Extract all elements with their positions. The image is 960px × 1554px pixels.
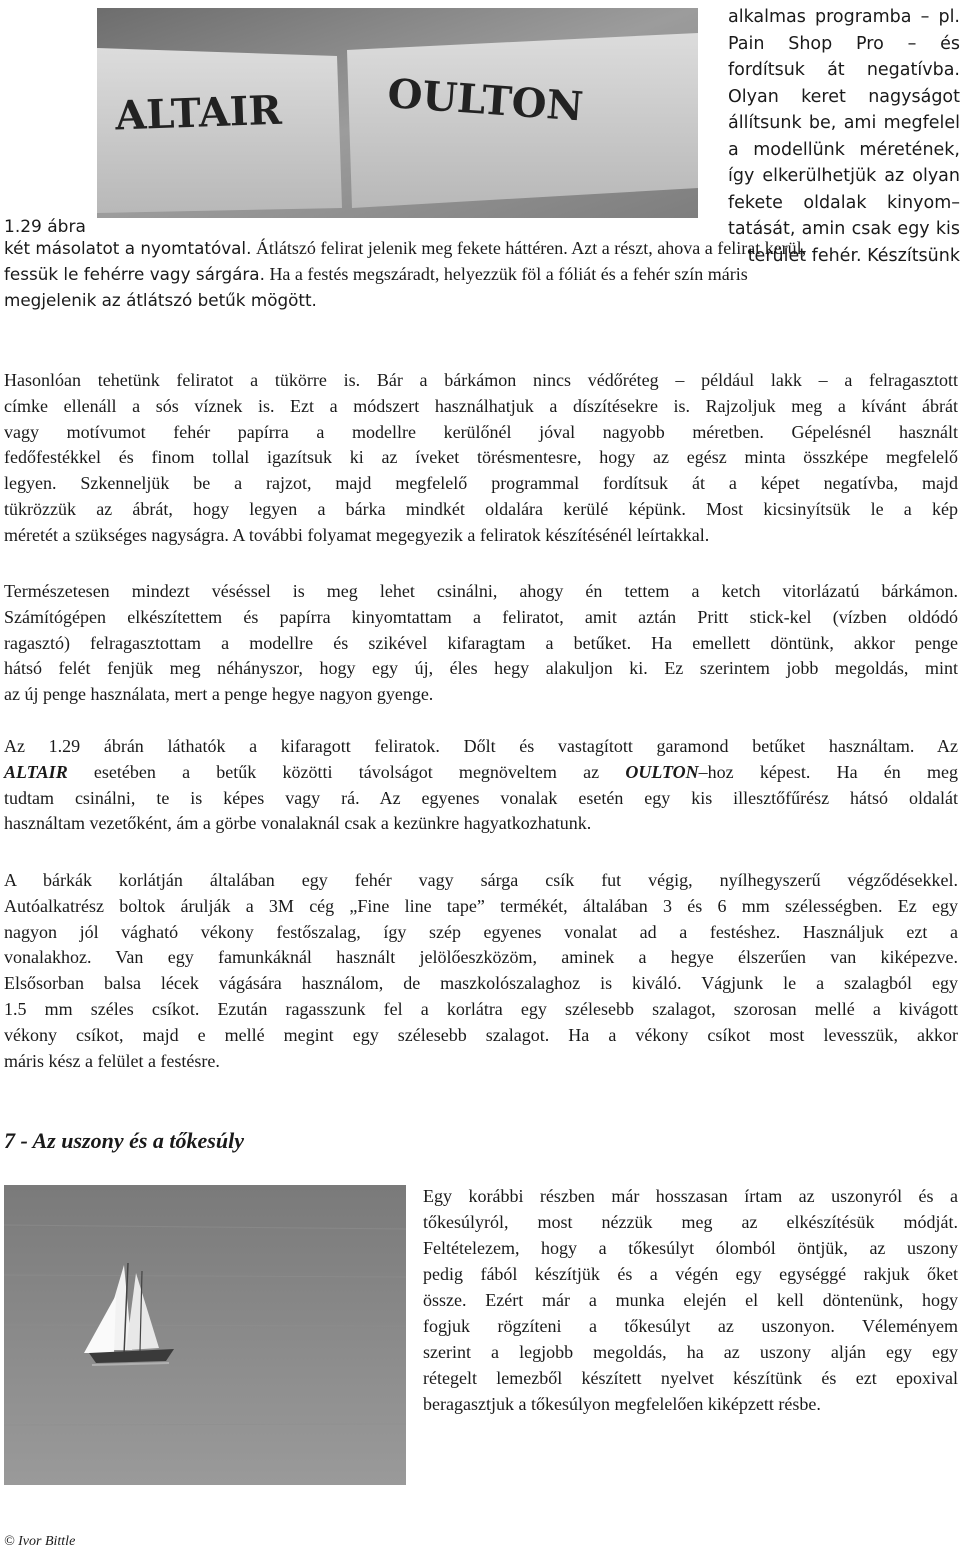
text-line: fedőfestékkel és finom tollal igazítsuk ki az íveket törésmentesre, hogy az egész minta összképe megfelelő — [4, 447, 958, 468]
text-line: tatását, amin csak egy kis — [728, 219, 960, 239]
paragraph-5 — [4, 868, 958, 1074]
text-line: terület fehér. Készítsünk — [747, 245, 960, 266]
text-line: szerint a legjobb megoldás, ha az uszony alján egy egy — [423, 1342, 958, 1362]
text-line: Feltételezem, hogy a tőkesúlyt ólomból öntjük, az uszony — [423, 1238, 958, 1258]
section-heading: 7 - Az uszony és a tőkesúly — [4, 1128, 244, 1153]
figure-caption: 1.29 ábra — [4, 217, 86, 237]
text-line: nagyon jól vágható vékony festőszalag, így szép egyenes vonalat ad a festéshez. Használjuk ezt a — [4, 921, 958, 942]
bold-oulton: OULTON — [625, 761, 699, 782]
text-line: Egy korábbi részben már hosszasan írtam az uszonyról és a — [423, 1186, 958, 1206]
p1-sans-3: megjelenik az átlátszó betűk mögött. — [4, 289, 317, 310]
text-line: alkalmas programba – pl. — [728, 7, 960, 27]
text-line: vonalakhoz. Van egy famunkáknál használt jelölőeszközöm, aminek a hegye élszerűen van kiképezve. — [4, 947, 958, 968]
paragraph-4 — [4, 734, 958, 837]
text-line: fordítsuk át negatívba. — [728, 60, 960, 80]
plate-oulton: OULTON — [386, 70, 585, 131]
text-line: össze. Ezért már a munka elején el kell döntenünk, hogy — [423, 1290, 958, 1310]
text-line: Számítógépen elkészítettem és papírra kinyomtattam a feliratot, amit aztán Pritt stick-kel (vízben oldódó — [4, 606, 958, 627]
text-line: vékony csíkot, majd e mellé megint egy szélesebb szalagot. Ha a vékony csíkot most levesszük, akkor — [4, 1024, 958, 1045]
text-line-with-bold — [4, 760, 958, 786]
p1-sans-1: két másolatot a nyomtatóval. — [4, 238, 252, 258]
paragraph-2 — [4, 368, 958, 549]
text-line: rétegelt lemezből készített nyelvet készítünk és ezt epoxival — [423, 1368, 958, 1388]
text-line: Természetesen mindezt véséssel is meg lehet csinálni, ahogy én tettem a ketch vitorlázatú bárkámon. — [4, 581, 958, 601]
text-line: Autóalkatrész boltok árulják a 3M cég „Fine line tape” termékét, általában 3 és 6 mm szélességben. Ez egy — [4, 895, 958, 916]
text-line: ragasztó) felragasztottam a modellre és szikével kifaragtam a betűket. Ha emellett döntünk, akkor penge — [4, 632, 958, 653]
p1-serif-1: Átlátszó felirat jelenik meg fekete háttéren. Azt a részt, ahova a felirat kerül, — [251, 238, 807, 258]
p1-sans-2: fessük le fehérre vagy sárgára. — [4, 263, 265, 284]
footer-copyright: © Ivor Bittle — [4, 1534, 76, 1549]
text-line: 1.5 mm széles csíkot. Ezután ragasszunk fel a korlátra egy szélesebb szalagot, szorosan mellé a kivágott — [4, 998, 958, 1019]
text-line: használtam vezetőként, ám a görbe vonalaknál csak a kezünkre hagyatkozhatunk. — [4, 813, 592, 834]
bold-altair: ALTAIR — [4, 761, 68, 782]
text-line: Pain Shop Pro – és — [728, 33, 960, 54]
text-line: máris kész a felület a festésre. — [4, 1050, 220, 1071]
text-line: címke ellenáll a sós víznek is. Ezt a módszert használhatjuk a díszítésekre is. Rajzoljuk meg a kívánt ábrát — [4, 395, 958, 416]
text-line: tőkesúlyról, most nézzük meg az elkészítésük módját. — [423, 1212, 958, 1232]
text-line: tudtam csinálni, te is képes vagy rá. Az egyenes vonalak esetén egy kis illesztőfűrész hátsó oldalát — [4, 787, 958, 808]
text-line: méretét a szükséges nagyságra. A további folyamat megegyezik a feliratok készítésénél leírtakkal. — [4, 524, 710, 545]
text-line: Hasonlóan tehetünk feliratot a tükörre is. Bár a bárkámon nincs védőréteg – például lakk – a felragasztott — [4, 370, 958, 390]
text-line: A bárkák korlátján általában egy fehér vagy sárga csík fut végig, nyílhegyszerű végződésekkel. — [4, 870, 958, 890]
text-line: pedig fából készítjük és a végén egy egységgé rakjuk őket — [423, 1264, 958, 1284]
text-line: Olyan keret nagyságot — [728, 86, 960, 107]
paragraph-6 — [423, 1183, 958, 1417]
text-line: beragasztjuk a tőkesúlyon megfelelően kiképzett résbe. — [423, 1394, 821, 1414]
p1-line-1 — [4, 236, 958, 262]
text-line: legyen. Szkenneljük be a rajzot, majd megfelelő programmal fordítsuk át a képet negatívba, majd — [4, 473, 958, 494]
text-segment: –hoz képest. Ha én meg — [698, 761, 958, 782]
text-line: állítsunk be, ami megfelel — [728, 113, 960, 133]
text-line: fogjuk rögzíteni a tőkesúlyt az uszonyon. Véleményem — [423, 1316, 958, 1336]
p1-serif-2: Ha a festés megszáradt, helyezzük föl a fóliát és a fehér szín máris — [264, 263, 748, 284]
top-right-text — [728, 4, 960, 269]
text-line: Elsősorban balsa lécek vágására használom, de maszkolószalaghoz is kiváló. Vágjunk le a szalagból egy — [4, 973, 958, 994]
text-line: így elkerülhetjük az olyan — [728, 166, 960, 186]
text-line: fekete oldalak kinyom– — [728, 192, 960, 213]
text-line: tükrözzük az ábrát, hogy legyen a bárka mindkét oldalára kerülé képünk. Most kicsinyítsük le a kép — [4, 498, 958, 519]
photo-sailboat — [4, 1185, 406, 1485]
p1-line-3 — [4, 288, 958, 314]
text-segment: esetében a betűk közötti távolságot megnöveltem az — [67, 761, 626, 782]
paragraph-1 — [4, 236, 958, 313]
photo-nameplates — [97, 8, 698, 218]
p1-line-2 — [4, 262, 958, 288]
text-line: vagy motívumot fehér papírra a modellre kerülőnél jóval nagyobb méretben. Gépelésnél használt — [4, 421, 958, 442]
text-line: Az 1.29 ábrán láthatók a kifaragott feliratok. Dőlt és vastagított garamond betűket használtam. Az — [4, 736, 958, 756]
text-line: a modellünk méretének, — [728, 139, 960, 160]
nameplates-illustration — [97, 8, 698, 218]
text-line: hátsó felét fenjük meg néhányszor, hogy egy új, éles hegy alakuljon ki. Ez szerintem jobb megoldás, mint — [4, 658, 958, 679]
sailboat-illustration — [4, 1185, 406, 1485]
paragraph-3 — [4, 579, 958, 708]
plate-altair: ALTAIR — [114, 86, 283, 140]
text-line: az új penge használata, mert a penge hegye nagyon gyenge. — [4, 684, 434, 705]
